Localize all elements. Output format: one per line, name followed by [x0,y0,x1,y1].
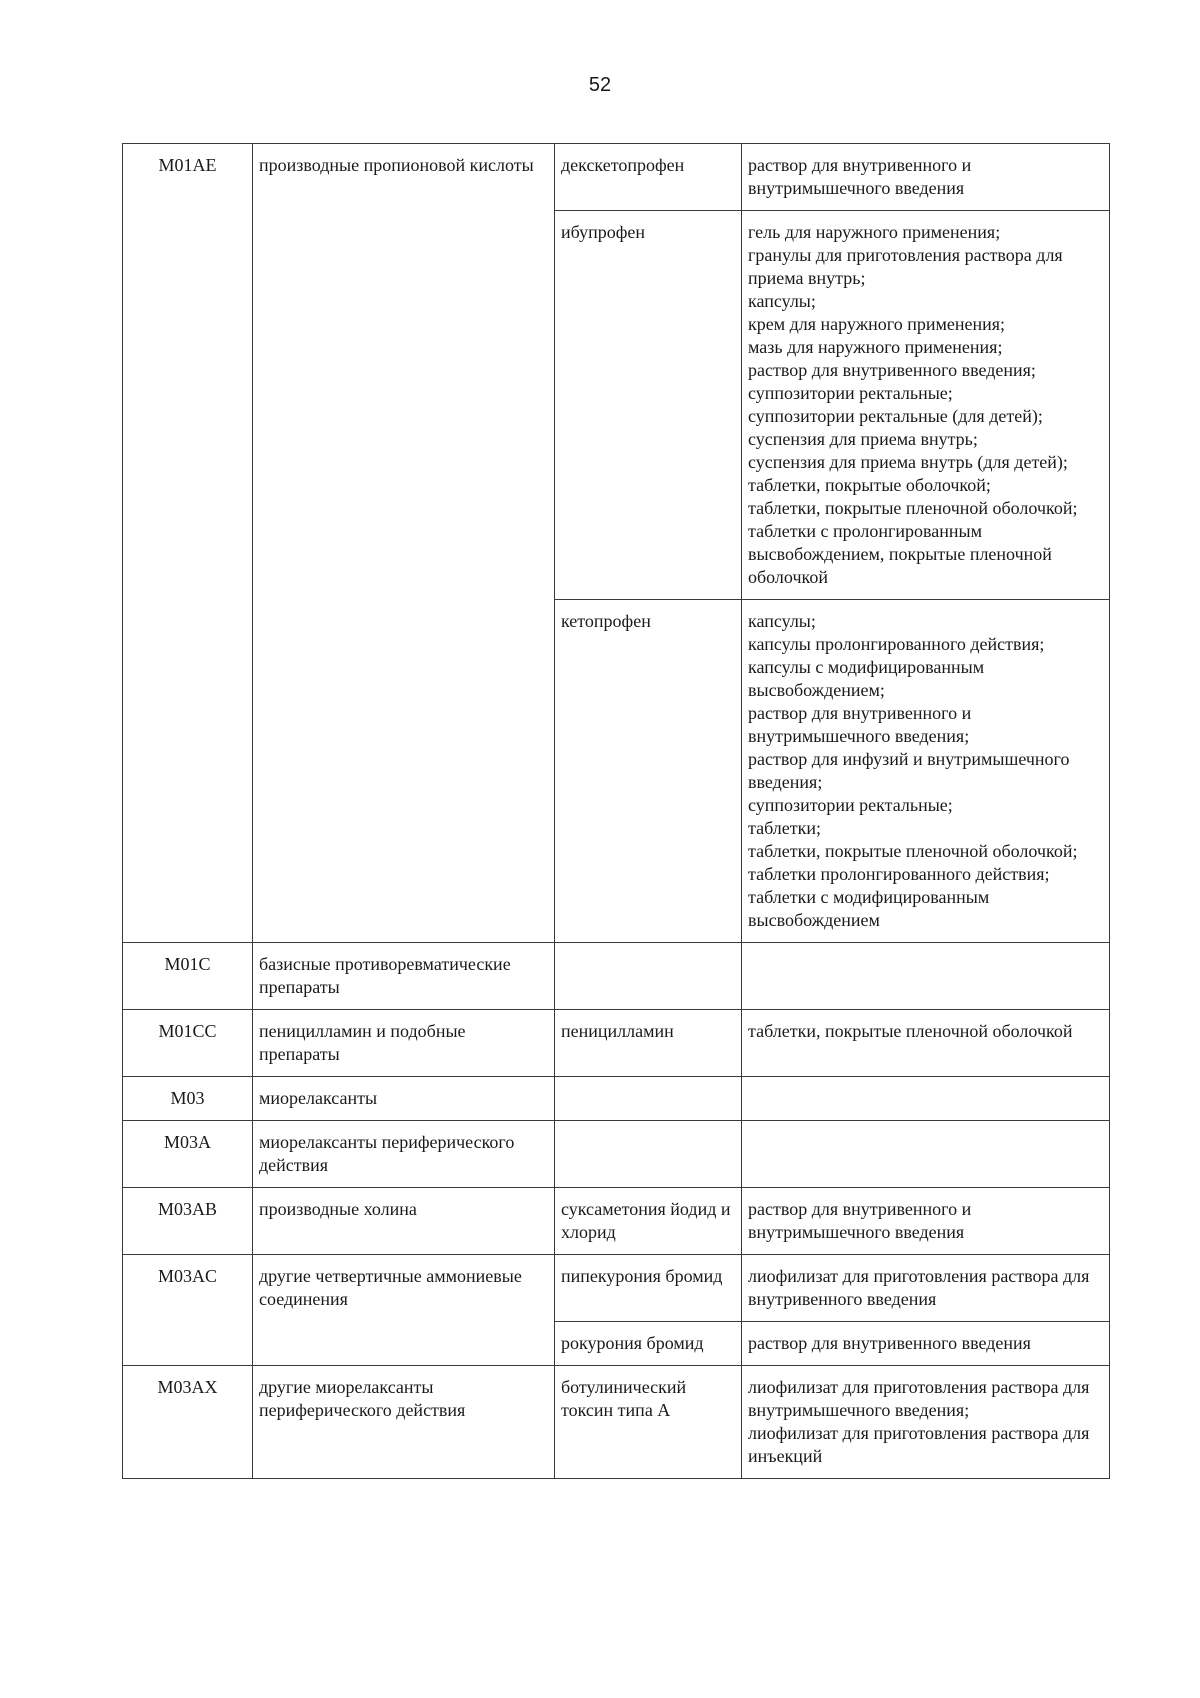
dosage-form-line: крем для наружного применения; [748,314,1006,334]
dosage-form-line: таблетки, покрытые пленочной оболочкой; [748,498,1078,518]
table-row [123,1366,1110,1479]
drug-table [122,143,1110,1479]
dosage-form-line: капсулы; [748,291,816,311]
atc-code-cell: M03A [123,1121,253,1188]
group-cell: базисные противоревматические препараты [253,943,555,1010]
forms-cell [742,1366,1110,1479]
dosage-form-line: суспензия для приема внутрь; [748,429,978,449]
table-row [123,1010,1110,1077]
table-row [123,1121,1110,1188]
atc-code-cell: M01CC [123,1010,253,1077]
group-cell: миорелаксанты периферического действия [253,1121,555,1188]
dosage-form-line: раствор для внутривенного и внутримышечного введения [748,1199,972,1242]
forms-cell [742,1010,1110,1077]
group-cell: производные пропионовой кислоты [253,144,555,943]
dosage-form-line: суппозитории ректальные; [748,383,953,403]
table-row [123,943,1110,1010]
forms-cell [742,1255,1110,1322]
atc-code-cell: M01AE [123,144,253,943]
dosage-form-line: раствор для внутривенного введения; [748,360,1036,380]
forms-cell [742,211,1110,600]
atc-code-cell: M03AC [123,1255,253,1366]
dosage-form-line: раствор для внутривенного введения [748,1333,1031,1353]
dosage-form-line: таблетки, покрытые оболочкой; [748,475,991,495]
drug-cell [555,1077,742,1121]
forms-cell [742,1188,1110,1255]
drug-cell: декскетопрофен [555,144,742,211]
dosage-form-line: таблетки, покрытые пленочной оболочкой; [748,841,1078,861]
drug-cell: пипекурония бромид [555,1255,742,1322]
dosage-form-line: лиофилизат для приготовления раствора для внутривенного введения [748,1266,1090,1309]
table-row [123,1077,1110,1121]
group-cell: миорелаксанты [253,1077,555,1121]
atc-code-cell: M03AX [123,1366,253,1479]
dosage-form-line: таблетки с пролонгированным высвобождением, покрытые пленочной оболочкой [748,521,1052,587]
forms-cell [742,943,1110,1010]
dosage-form-line: таблетки с модифицированным высвобождением [748,887,990,930]
group-cell: другие миорелаксанты периферического действия [253,1366,555,1479]
drug-cell [555,1121,742,1188]
dosage-form-line: капсулы; [748,611,816,631]
drug-cell [555,943,742,1010]
dosage-form-line: раствор для внутривенного и внутримышечного введения [748,155,972,198]
dosage-form-line: таблетки, покрытые пленочной оболочкой [748,1021,1073,1041]
group-cell: производные холина [253,1188,555,1255]
dosage-form-line: гель для наружного применения; [748,222,1001,242]
dosage-form-line: капсулы пролонгированного действия; [748,634,1045,654]
dosage-form-line: капсулы с модифицированным высвобождением; [748,657,985,700]
dosage-form-line: мазь для наружного применения; [748,337,1003,357]
drug-cell: суксаметония йодид и хлорид [555,1188,742,1255]
dosage-form-line: гранулы для приготовления раствора для приема внутрь; [748,245,1063,288]
forms-cell [742,1322,1110,1366]
atc-code-cell: M03AB [123,1188,253,1255]
group-cell: пеницилламин и подобные препараты [253,1010,555,1077]
table-row [123,144,1110,211]
page-number: 52 [588,74,612,96]
forms-cell [742,144,1110,211]
drug-cell: ботулинический токсин типа А [555,1366,742,1479]
drug-cell: рокурония бромид [555,1322,742,1366]
drug-cell: ибупрофен [555,211,742,600]
atc-code-cell: M03 [123,1077,253,1121]
dosage-form-line: раствор для внутривенного и внутримышечного введения; [748,703,972,746]
atc-code-cell: M01C [123,943,253,1010]
table-row [123,1188,1110,1255]
forms-cell [742,600,1110,943]
dosage-form-line: лиофилизат для приготовления раствора для инъекций [748,1423,1090,1466]
dosage-form-line: лиофилизат для приготовления раствора для внутримышечного введения; [748,1377,1090,1420]
group-cell: другие четвертичные аммониевые соединения [253,1255,555,1366]
drug-cell: пеницилламин [555,1010,742,1077]
drug-cell: кетопрофен [555,600,742,943]
dosage-form-line: таблетки; [748,818,822,838]
table-row [123,1255,1110,1322]
dosage-form-line: суспензия для приема внутрь (для детей); [748,452,1068,472]
dosage-form-line: суппозитории ректальные; [748,795,953,815]
dosage-form-line: суппозитории ректальные (для детей); [748,406,1043,426]
forms-cell [742,1077,1110,1121]
dosage-form-line: таблетки пролонгированного действия; [748,864,1050,884]
forms-cell [742,1121,1110,1188]
dosage-form-line: раствор для инфузий и внутримышечного введения; [748,749,1070,792]
